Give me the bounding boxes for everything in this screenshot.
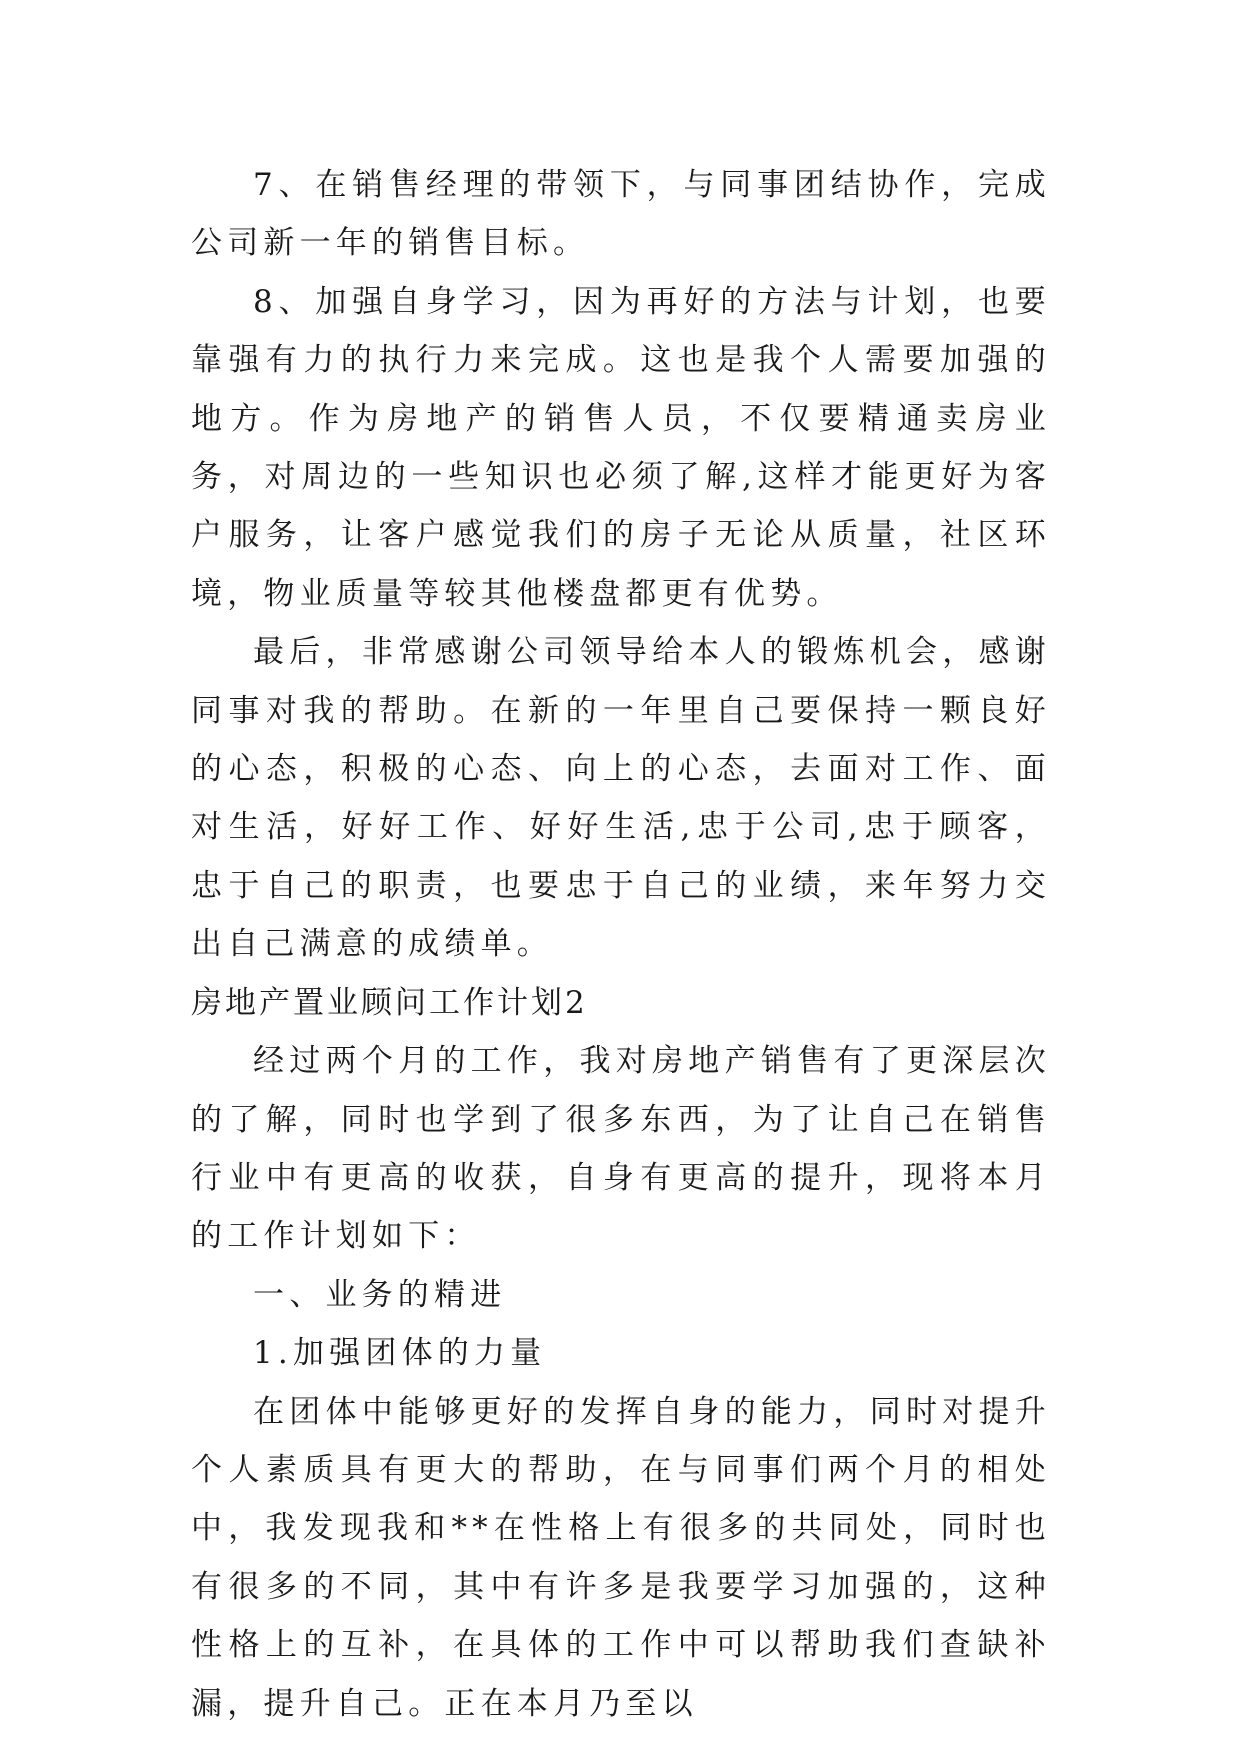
section-title: 房地产置业顾问工作计划2 — [191, 984, 588, 1021]
paragraph-intro: 经过两个月的工作，我对房地产销售有了更深层次的了解，同时也学到了很多东西，为了让自己在销售行业中有更高的收获，自身有更高的提升，现将本月的工作计划如下： — [191, 1043, 1051, 1255]
document-body — [191, 156, 1051, 1733]
subheading-business: 一、业务的精进 — [253, 1276, 507, 1313]
paragraph-item-7: 7、在销售经理的带领下，与同事团结协作，完成公司新一年的销售目标。 — [191, 167, 1051, 262]
subheading-teamwork: 1.加强团体的力量 — [253, 1335, 547, 1372]
paragraph-closing: 最后，非常感谢公司领导给本人的锻炼机会，感谢同事对我的帮助。在新的一年里自己要保持一颗良好的心态，积极的心态、向上的心态，去面对工作、面对生活，好好工作、好好生活,忠于公司,忠于顾客，忠于自己的职责，也要忠于自己的业绩，来年努力交出自己满意的成绩单。 — [191, 634, 1051, 963]
paragraph-teamwork: 在团体中能够更好的发挥自身的能力，同时对提升个人素质具有更大的帮助，在与同事们两个月的相处中，我发现我和**在性格上有很多的共同处，同时也有很多的不同，其中有许多是我要学习加强的，这种性格上的互补，在具体的工作中可以帮助我们查缺补漏，提升自己。正在本月乃至以 — [191, 1393, 1051, 1722]
paragraph-item-8: 8、加强自身学习，因为再好的方法与计划，也要靠强有力的执行力来完成。这也是我个人需要加强的地方。作为房地产的销售人员，不仅要精通卖房业务，对周边的一些知识也必须了解,这样才能更好为客户服务，让客户感觉我们的房子无论从质量，社区环境，物业质量等较其他楼盘都更有优势。 — [191, 283, 1051, 612]
